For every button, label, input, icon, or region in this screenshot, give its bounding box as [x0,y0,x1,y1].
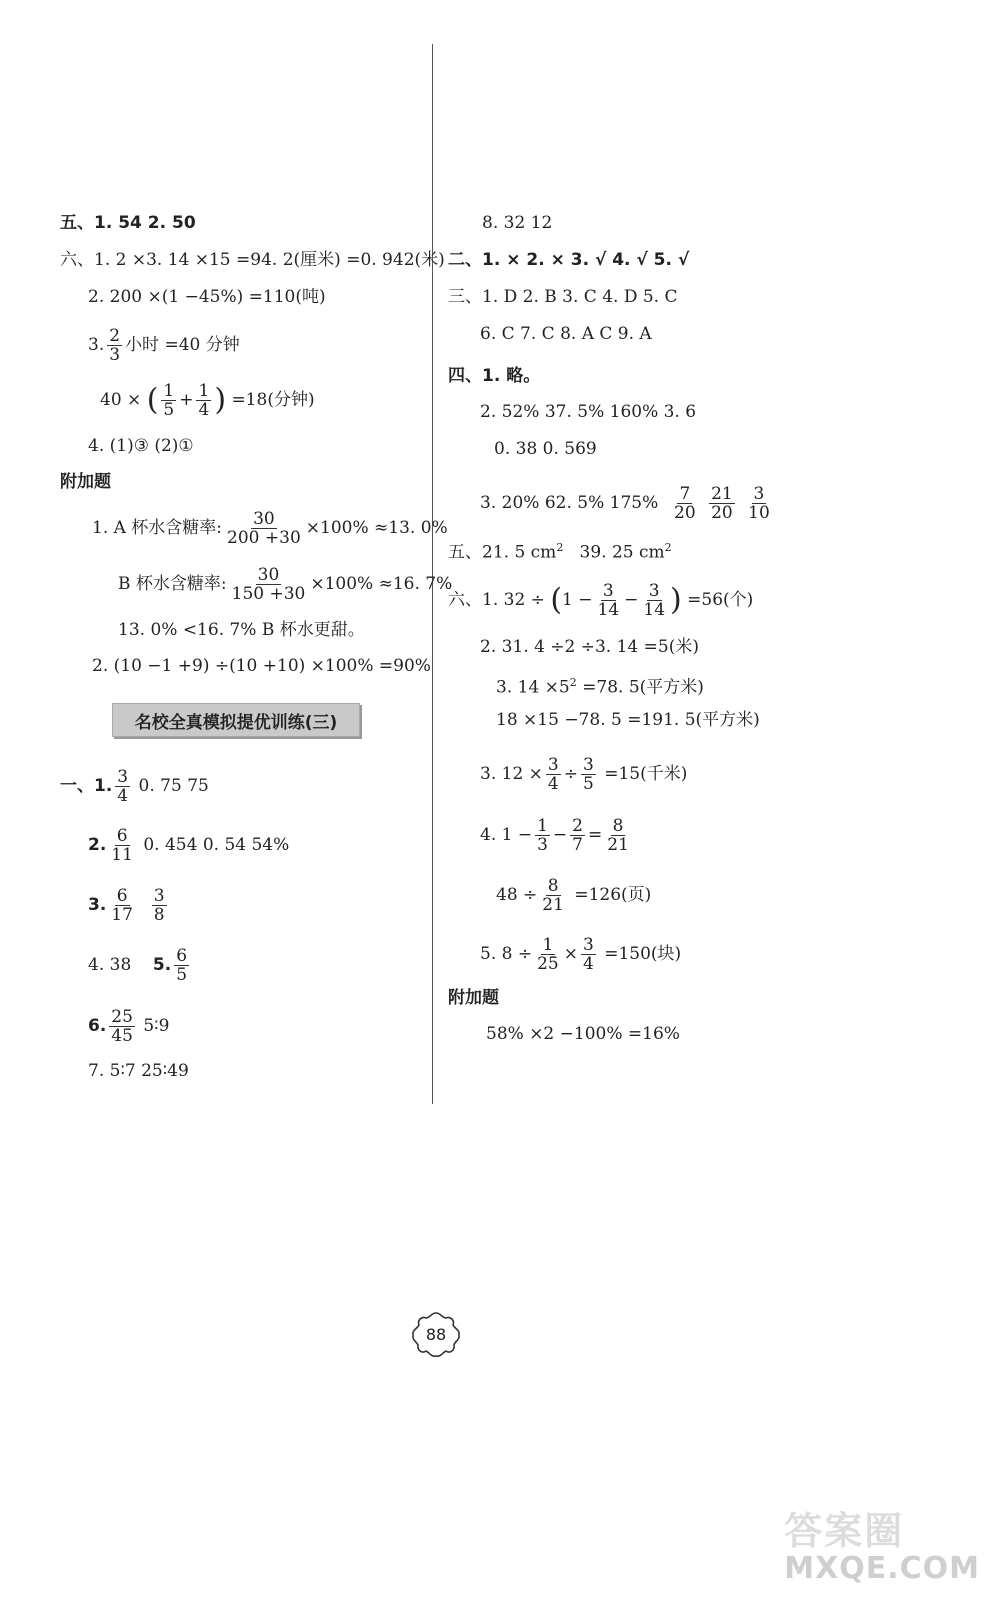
extra-line-3: 13. 0% <16. 7% B 杯水更甜。 [118,620,365,640]
fraction: $\frac{2}{3}$ [109,326,121,365]
answer-line-r12: 3. $14 \times 5^2 =78$. 5(平方米) [496,676,704,698]
answer-line-r11: 2. 31. 4 ÷2 ÷3. 14 =5(米) [480,637,699,657]
answer-line-5-1: 五、1. 54 2. 50 [60,213,196,233]
section-heading-extra-right: 附加题 [448,988,499,1008]
section-heading-extra: 附加题 [60,472,111,492]
answer-line-6-1: 六、1. 2 ×3. 14 ×15 =94. 2(厘米) =0. 942(米) [60,250,445,270]
extra-line-4: 2. (10 −1 +9) ÷(10 +10) ×100% =90% [92,656,431,676]
answer-line-1-4: 4. 38 5. $\frac{6}{5}$ [88,946,188,985]
answer-line-r2: 二、1. × 2. × 3. √ 4. √ 5. √ [448,250,690,270]
watermark-logo: 答案圈 MXQE.COM [784,1509,980,1586]
extra-line-1: 1. A 杯水含糖率: $\frac{30}{200 +30}$ ×100% ≈13. 0% [92,509,448,548]
answer-line-r17: 5. 8 ÷ $\frac{1}{25}$ × $\frac{3}{4}$ =150(块) [480,935,682,974]
answer-line-r4: 6. C 7. C 8. A C 9. A [480,324,652,344]
answer-line-r8: 3. 20% 62. 5% 175% $\frac{7}{20}$ $\frac{21}{20}$ $\frac{3}{10}$ [480,484,770,523]
answer-line-6-4: 4. (1)③ (2)① [88,436,194,456]
page-number: 88 [425,1324,447,1344]
page-number-badge [410,1310,462,1358]
answer-line-r10: 六、1. 32 ÷ (1 − $\frac{3}{14}$ − $\frac{3}{14}$ ) =56(个) [448,581,754,620]
answer-line-6-2: 2. 200 ×(1 −45%) =110(吨) [88,287,326,307]
section-banner: 名校全真模拟提优训练(三) [112,703,360,737]
answer-line-1-1: 一、1. $\frac{3}{4}$ 0. 75 75 [60,767,209,806]
answer-line-r3: 三、1. D 2. B 3. C 4. D 5. C [448,287,678,307]
answer-line-1-7: 7. 5∶7 25∶49 [88,1061,189,1081]
answer-line-r7: 0. 38 0. 569 [494,439,597,459]
answer-line-6-3: 3. $\frac{2}{3}$ 小时 =40 分钟 [88,326,240,365]
answer-line-1-6: 6. $\frac{25}{45}$ 5∶9 [88,1007,170,1046]
answer-line-r9: 五、21. 5 $cm^2$ 39. 25 $cm^2$ [448,541,672,563]
answer-line-r18: 58% ×2 −100% =16% [486,1024,680,1044]
answer-line-r5: 四、1. 略。 [448,366,541,386]
extra-line-2: B 杯水含糖率: $\frac{30}{150 +30}$ ×100% ≈16. 7% [118,565,453,604]
answer-line-1-3: 3. $\frac{6}{17}$ $\frac{3}{8}$ [88,886,165,925]
answer-line-r13: 18 ×15 −78. 5 =191. 5(平方米) [496,710,760,730]
answer-line-r15: 4. 1 − $\frac{1}{3}$ − $\frac{2}{7}$ = $\frac{8}{21}$ [480,816,629,855]
answer-line-6-3b: 40 × ( $\frac{1}{5}$ + $\frac{1}{4}$ ) =18(分钟) [100,381,315,420]
answer-line-r14: 3. 12 × $\frac{3}{4}$ ÷ $\frac{3}{5}$ =15(千米) [480,755,688,794]
answer-line-r1: 8. 32 12 [482,213,553,233]
answer-line-r16: 48 ÷ $\frac{8}{21}$ =126(页) [496,876,652,915]
answer-line-1-2: 2. $\frac{6}{11}$ 0. 454 0. 54 54% [88,826,290,865]
answer-line-r6: 2. 52% 37. 5% 160% 3. 6 [480,402,697,422]
